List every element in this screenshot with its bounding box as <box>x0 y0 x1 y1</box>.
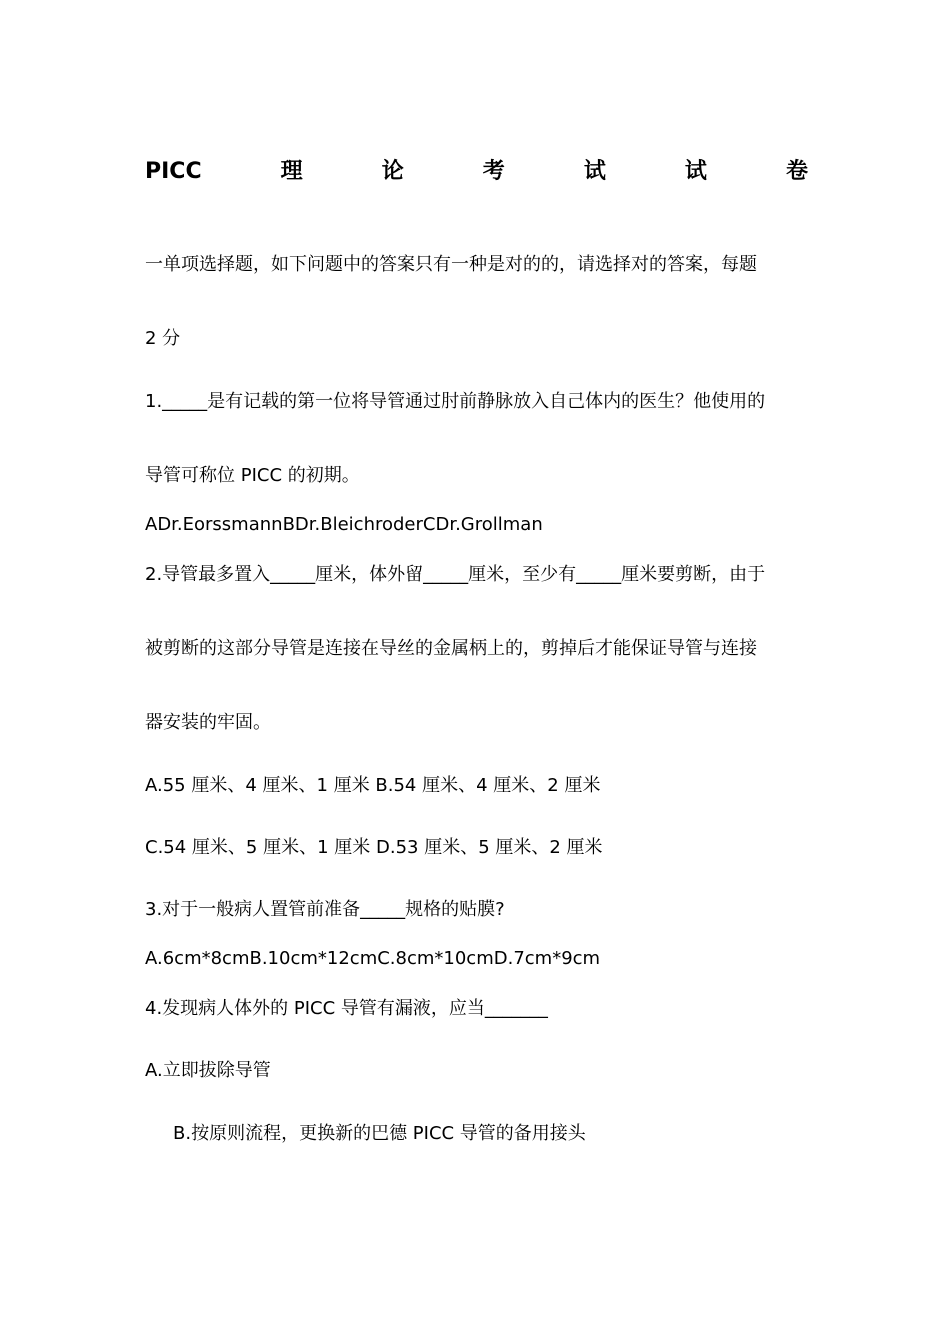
title-word: 论 <box>381 159 404 184</box>
question-3-text: 3.对于一般病人置管前准备_____规格的贴膜? <box>145 899 505 920</box>
question-2-options-ab: A.55 厘米、4 厘米、1 厘米 B.54 厘米、4 厘米、2 厘米 <box>145 775 601 796</box>
title-word: 卷 <box>785 159 808 184</box>
title-word: 试 <box>684 159 707 184</box>
title-word: 考 <box>482 159 505 184</box>
section-instruction-line-2: 2 分 <box>145 328 181 349</box>
question-1-text: 1._____是有记载的第一位将导管通过肘前静脉放入自己体内的医生？他使用的 <box>145 391 766 412</box>
question-2-text: 2.导管最多置入_____厘米，体外留_____厘米，至少有_____厘米要剪断，由于 <box>145 564 766 585</box>
section-instruction-line-1: 一单项选择题，如下问题中的答案只有一种是对的的，请选择对的答案，每题 <box>145 254 757 275</box>
question-4-option-a: A.立即拔除导管 <box>145 1060 271 1081</box>
question-4-option-b: B.按原则流程，更换新的巴德 PICC 导管的备用接头 <box>173 1123 586 1144</box>
exam-title <box>145 156 808 188</box>
question-3-options: A.6cm*8cmB.10cm*12cmC.8cm*10cmD.7cm*9cm <box>145 948 601 969</box>
title-word: 理 <box>280 159 303 184</box>
question-1-text-continued: 导管可称位 PICC 的初期。 <box>145 465 360 486</box>
question-4-text: 4.发现病人体外的 PICC 导管有漏液，应当_______ <box>145 998 548 1019</box>
title-word: 试 <box>583 159 606 184</box>
question-2-text-continued: 被剪断的这部分导管是连接在导丝的金属柄上的，剪掉后才能保证导管与连接 <box>145 638 757 659</box>
title-word: PICC <box>145 159 202 184</box>
question-2-text-end: 器安装的牢固。 <box>145 712 271 733</box>
question-1-options: ADr.EorssmannBDr.BleichroderCDr.Grollman <box>145 514 543 535</box>
question-2-options-cd: C.54 厘米、5 厘米、1 厘米 D.53 厘米、5 厘米、2 厘米 <box>145 837 603 858</box>
